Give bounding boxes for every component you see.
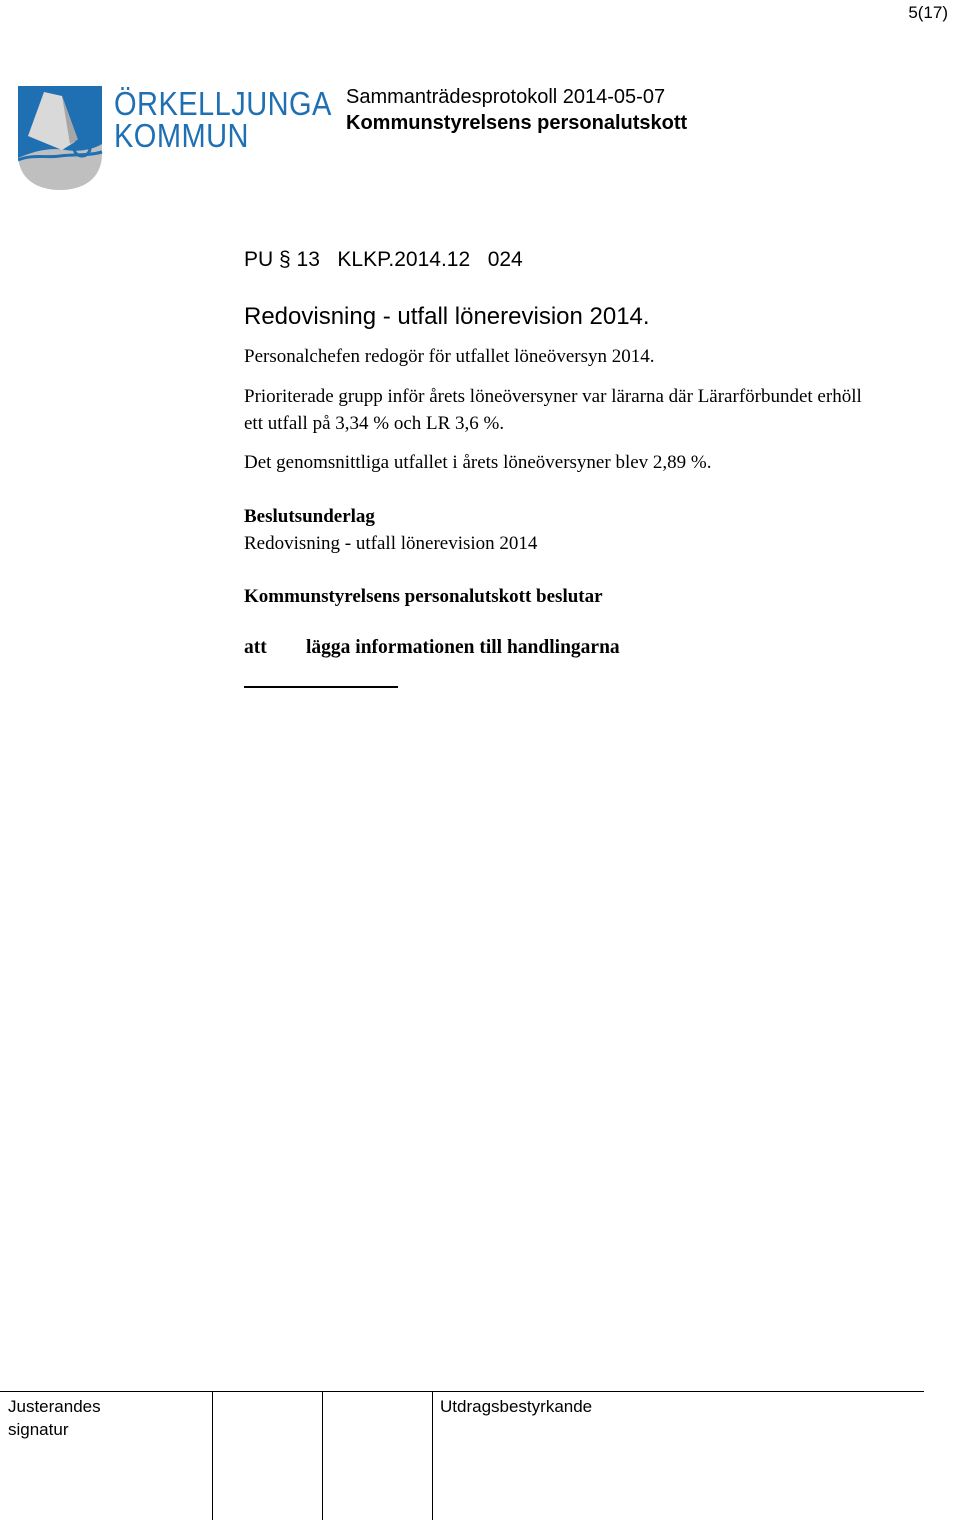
basis-item: Redovisning - utfall lönerevision 2014 [244, 533, 538, 554]
protocol-title: Sammanträdesprotokoll 2014-05-07 [346, 86, 666, 108]
item-heading: Redovisning - utfall lönerevision 2014. [244, 303, 650, 330]
signature-box-divider [322, 1391, 323, 1520]
signature-box-divider [432, 1391, 433, 1520]
decision-att: att [244, 637, 267, 658]
case-reference: KLKP.2014.12 [337, 248, 471, 271]
signature-box-divider [212, 1391, 213, 1520]
paragraph-2: Prioriterade grupp inför årets löneöversyner var lärarna där Lärarförbundet erhöll ett utfall på 3,34 % och LR 3,6 %. [244, 386, 862, 434]
paragraph-1: Personalchefen redogör för utfallet löneöversyn 2014. [244, 346, 655, 367]
signature-label [8, 1395, 101, 1441]
org-name-line1: ÖRKELLJUNGA [114, 85, 332, 122]
org-name-line2: KOMMUN [114, 117, 249, 154]
end-rule [244, 686, 398, 688]
case-code: 024 [487, 248, 523, 271]
paragraph-3: Det genomsnittliga utfallet i årets löneöversyner blev 2,89 %. [244, 452, 712, 473]
case-section: § 13 [279, 248, 320, 271]
signature-label-line2: signatur [8, 1420, 69, 1439]
basis-heading: Beslutsunderlag [244, 506, 375, 527]
certification-label: Utdragsbestyrkande [440, 1397, 593, 1416]
case-reference-line [244, 248, 523, 272]
case-prefix: PU [244, 248, 274, 271]
page-number: 5(17) [908, 3, 948, 22]
signature-label-line1: Justerandes [8, 1397, 101, 1416]
committee-name: Kommunstyrelsens personalutskott [346, 112, 688, 134]
decision-text: lägga informationen till handlingarna [306, 637, 620, 658]
decision-heading: Kommunstyrelsens personalutskott beslutar [244, 586, 603, 607]
footer-rule [0, 1391, 924, 1392]
kommun-crest-icon [18, 86, 108, 192]
